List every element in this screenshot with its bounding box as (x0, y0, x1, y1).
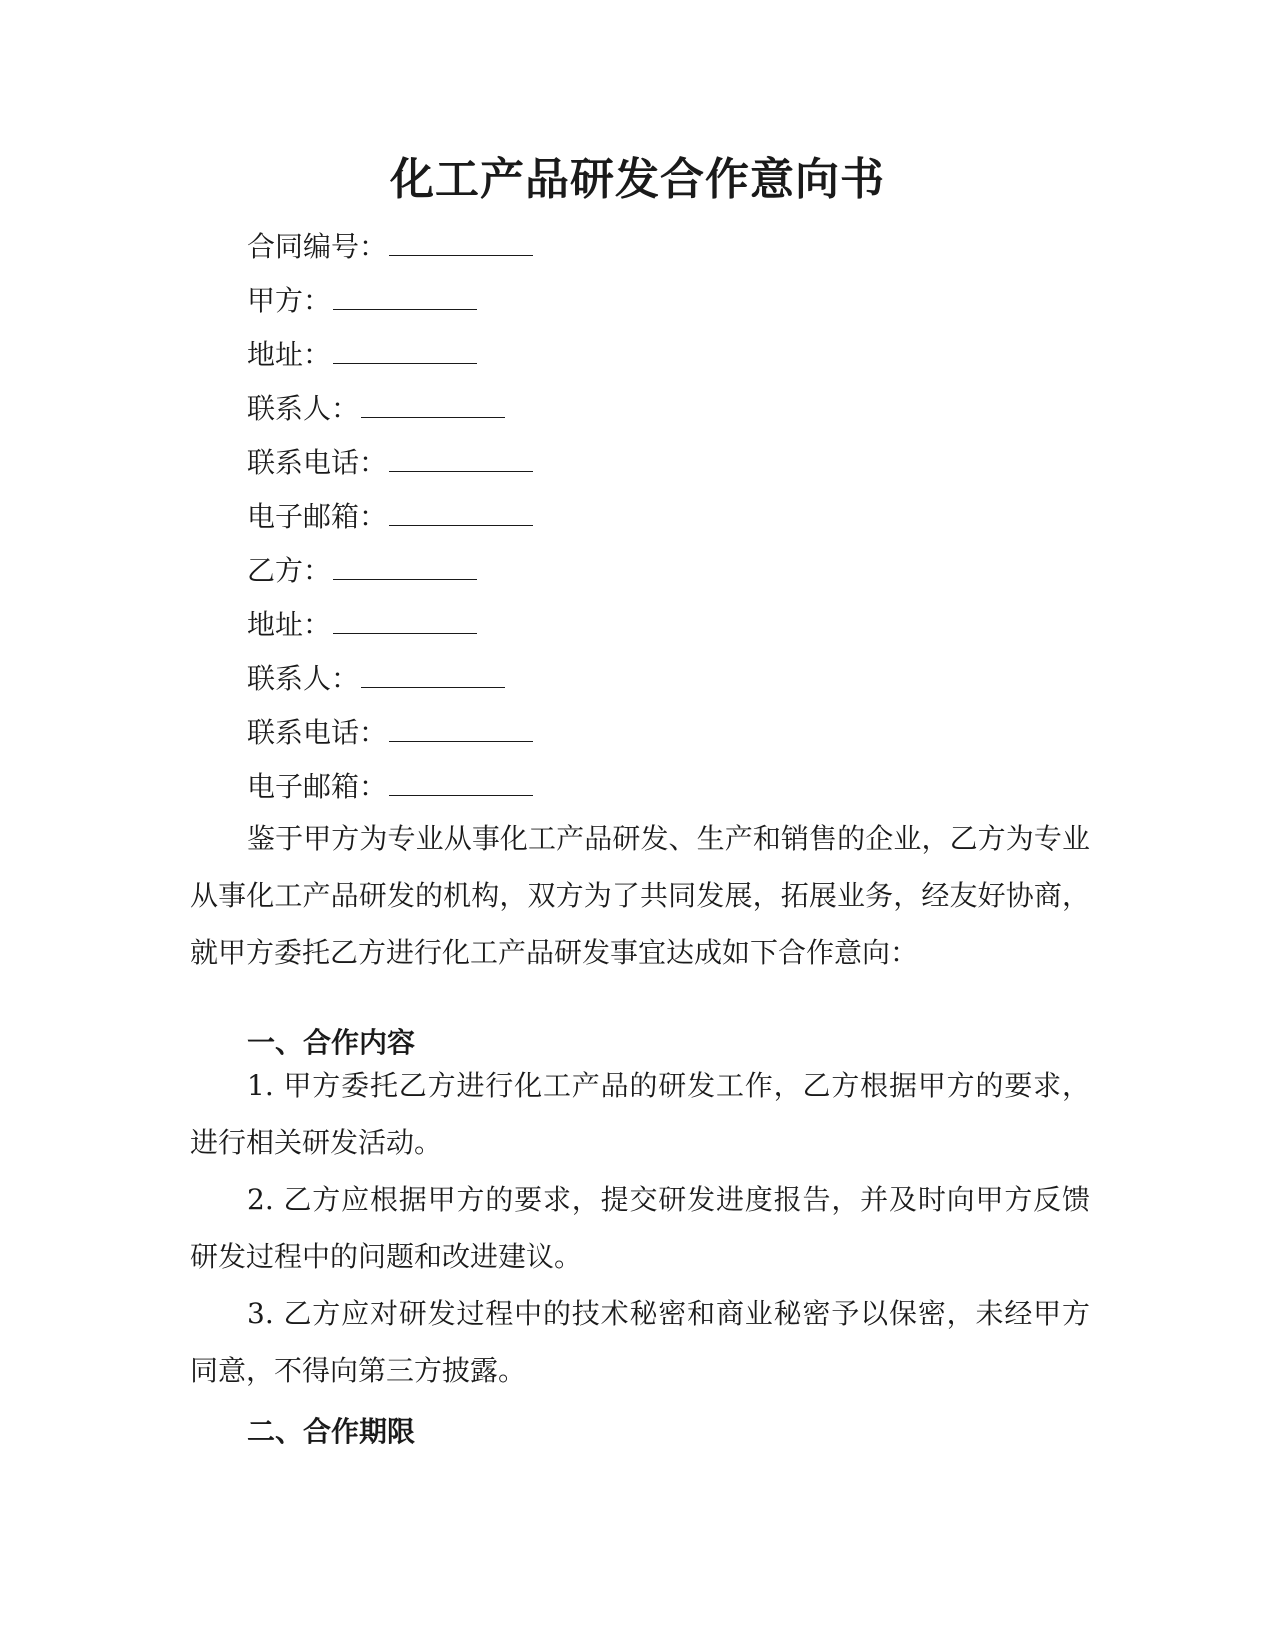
field-label: 电子邮箱： (247, 500, 388, 533)
field-label: 甲方： (247, 284, 332, 317)
field-party-b-contact (247, 659, 505, 699)
blank-line (389, 769, 533, 796)
field-party-a (247, 281, 477, 321)
field-label: 联系人： (247, 662, 360, 695)
field-party-b-address (247, 605, 477, 645)
document-title: 化工产品研发合作意向书 (390, 154, 885, 205)
field-party-a-phone (247, 443, 533, 483)
field-party-b (247, 551, 477, 591)
clause-2: 2. 乙方应根据甲方的要求，提交研发进度报告，并及时向甲方反馈研发过程中的问题和改进建议。 (190, 1183, 1090, 1273)
intro-paragraph: 鉴于甲方为专业从事化工产品研发、生产和销售的企业，乙方为专业从事化工产品研发的机构，双方为了共同发展，拓展业务，经友好协商，就甲方委托乙方进行化工产品研发事宜达成如下合作意向： (190, 822, 1090, 969)
blank-line (333, 337, 477, 364)
field-party-b-email (247, 767, 533, 807)
field-party-a-contact (247, 389, 505, 429)
blank-line (361, 661, 505, 688)
blank-line (333, 553, 477, 580)
field-label: 合同编号： (247, 230, 388, 263)
field-party-b-phone (247, 713, 533, 753)
clause-1: 1. 甲方委托乙方进行化工产品的研发工作，乙方根据甲方的要求，进行相关研发活动。 (190, 1069, 1090, 1159)
blank-line (389, 445, 533, 472)
section-heading-cooperation-content: 一、合作内容 (247, 1026, 416, 1059)
field-label: 电子邮箱： (247, 770, 388, 803)
blank-line (389, 715, 533, 742)
field-label: 联系电话： (247, 446, 388, 479)
clause-3: 3. 乙方应对研发过程中的技术秘密和商业秘密予以保密，未经甲方同意，不得向第三方披露。 (190, 1297, 1090, 1387)
blank-line (389, 499, 533, 526)
blank-line (333, 607, 477, 634)
field-label: 地址： (247, 338, 332, 371)
field-label: 联系人： (247, 392, 360, 425)
field-label: 乙方： (247, 554, 332, 587)
field-party-a-address (247, 335, 477, 375)
field-label: 地址： (247, 608, 332, 641)
field-party-a-email (247, 497, 533, 537)
blank-line (333, 283, 477, 310)
blank-line (389, 229, 533, 256)
blank-line (361, 391, 505, 418)
field-label: 联系电话： (247, 716, 388, 749)
field-contract-number (247, 227, 533, 267)
section-heading-cooperation-term: 二、合作期限 (247, 1415, 416, 1448)
